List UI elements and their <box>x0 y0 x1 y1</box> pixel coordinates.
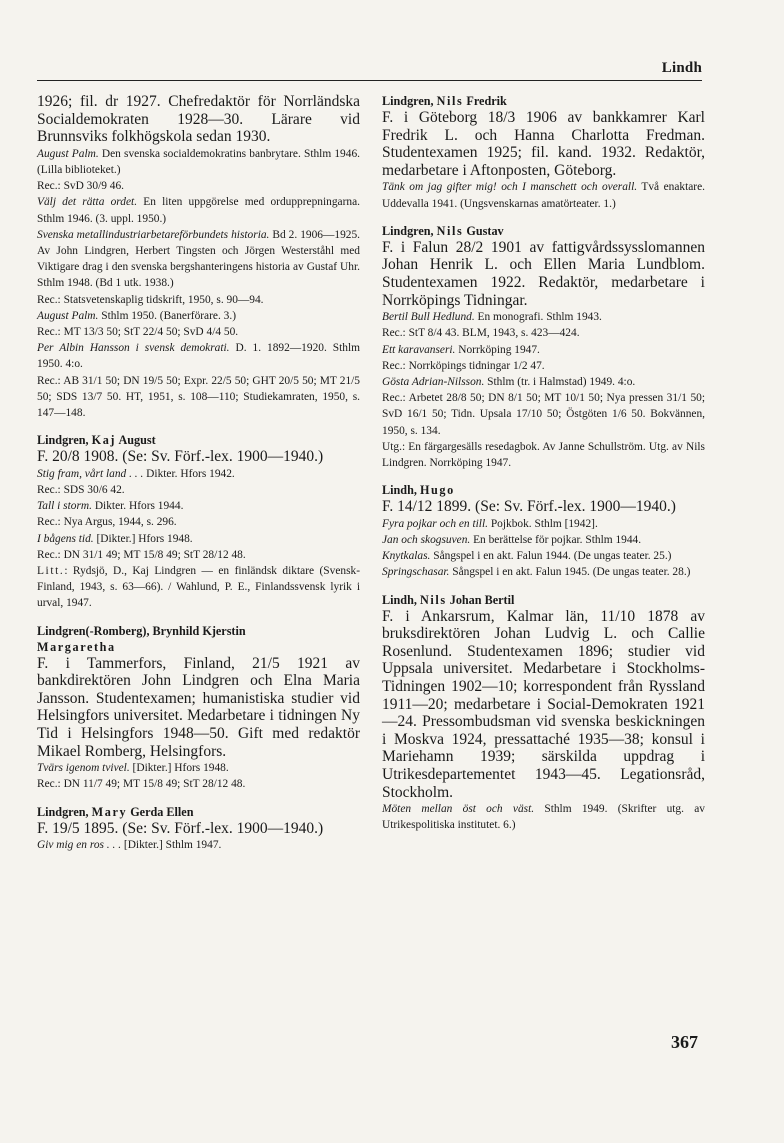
work-entry <box>37 227 360 292</box>
literature-entry: Litt.: Rydsjö, D., Kaj Lindgren — en finländsk diktare (Svensk-Finland, 1943, s. 63—66). / Wahlund, P. E., Finlandssvensk lyrik i urval, 1947. <box>37 565 360 610</box>
work-title: I bågens tid. <box>37 532 94 545</box>
entry-heading: Lindh, Nils Johan Bertil <box>382 592 515 607</box>
work-title: Springschasar. <box>382 566 450 579</box>
entry-bio: F. 20/8 1908. (Se: Sv. Förf.-lex. 1900—1940.) <box>37 448 324 466</box>
work-entry <box>37 146 360 178</box>
work-title: Välj det rätta ordet. <box>37 196 138 209</box>
entry-heading: Lindh, Hugo <box>382 483 455 498</box>
work-title: Svenska metallindustriarbetareförbundets historia. <box>37 228 270 241</box>
work-entry: Gösta Adrian-Nilsson. Sthlm (tr. i Halmstad) 1949. 4:o. <box>382 375 636 388</box>
entry-heading: Lindgren, Nils Fredrik <box>382 94 507 108</box>
entry-bio: F. i Ankarsrum, Kalmar län, 11/10 1878 av bruksdirektören Johan Ludvig L. och Callie Rosenlund. Studentexamen 1896; studier vid Uppsala universitet. Medarbetare i Stockholms-Tidningen 1902—10; korrespondent från Ryssland 1911—20; medarbetare i Social-Demokraten 1921—24. Pressombudsman vid svenska beskickningen i Moskva 1924, pressattaché 1935—38; konsul i Mariehamn 1939; särskilda uppdrag i Utrikesdepartementet 1943—45. Legationsråd, Stockholm. <box>382 607 705 801</box>
review-entry: Rec.: SvD 30/9 46. <box>37 180 125 193</box>
review-entry: Rec.: DN 11/7 49; MT 15/8 49; StT 28/12 48. <box>37 778 246 791</box>
work-entry: Fyra pojkar och en till. Pojkbok. Sthlm [1942]. <box>382 517 598 530</box>
work-details: En liten uppgörelse med ordupprepningarna. Sthlm 1946. (3. uppl. 1950.) <box>37 196 360 225</box>
work-title: Tänk om jag gifter mig! och I manschett och overall. <box>382 181 638 194</box>
entry-heading: Lindgren(-Romberg), Brynhild Kjerstin Margaretha <box>37 623 246 654</box>
entry-bio: F. 19/5 1895. (Se: Sv. Förf.-lex. 1900—1940.) <box>37 819 324 837</box>
work-title: Knytkalas. <box>382 550 431 563</box>
work-entry: Tall i storm. Dikter. Hfors 1944. <box>37 500 184 513</box>
entry-heading: Lindgren, Mary Gerda Ellen <box>37 804 194 819</box>
work-title: Gösta Adrian-Nilsson. <box>382 375 485 388</box>
work-entry <box>37 194 360 226</box>
work-title: Per Albin Hansson i svensk demokrati. <box>37 342 230 355</box>
work-title: Stig fram, vårt land . . . <box>37 467 144 480</box>
work-title: Bertil Bull Hedlund. <box>382 311 475 324</box>
work-entry <box>37 308 360 324</box>
work-entry: Tvärs igenom tvivel. [Dikter.] Hfors 1948. <box>37 762 229 775</box>
review-entry: Rec.: AB 31/1 50; DN 19/5 50; Expr. 22/5 50; GHT 20/5 50; MT 21/5 50; SDS 13/7 50. HT, 1951, s. 108—110; Studiekamraten, 1950, s. 147—148. <box>37 374 360 420</box>
page-number: 367 <box>671 1032 698 1052</box>
work-title: August Palm. <box>37 309 99 322</box>
review-entry: Rec.: Statsvetenskaplig tidskrift, 1950, s. 90—94. <box>37 293 264 306</box>
work-details: Den svenska socialdemokratins banbrytare. Sthlm 1946. (Lilla biblioteket.) <box>37 147 360 176</box>
entry-bio: F. i Göteborg 18/3 1906 av bankkamrer Karl Fredrik L. och Hanna Charlotta Fredman. Studentexamen 1925; fil. kand. 1932. Redaktör, medarbetare i Aftonposten, Göteborg. <box>382 109 705 179</box>
review-entry: Rec.: MT 13/3 50; StT 22/4 50; SvD 4/4 50. <box>37 326 239 339</box>
work-title: Giv mig en ros . . . <box>37 839 122 852</box>
continued-bio: 1926; fil. dr 1927. Chefredaktör för Norrländska Socialdemokraten 1928—30. Lärare vid Brunnsviks folkhögskola sedan 1930. <box>37 93 360 146</box>
work-entry: Jan och skogsuven. En berättelse för pojkar. Sthlm 1944. <box>382 533 642 546</box>
running-head: Lindh <box>661 60 702 76</box>
review-entry: Rec.: Norrköpings tidningar 1/2 47. <box>382 359 545 372</box>
work-title: Ett karavanseri. <box>382 343 456 356</box>
review-entry: Rec.: DN 31/1 49; MT 15/8 49; StT 28/12 48. <box>37 548 246 561</box>
entry-bio: F. i Tammerfors, Finland, 21/5 1921 av bankdirektören John Lindgren och Elna Maria Jansson. Studentexamen; humanistiska studier vid Helsingfors universitet. Medarbetare i tidningen Ny Tid i Helsingfors 1948—50. Gift med redaktör Mikael Romberg, Helsingfors. <box>37 654 360 760</box>
work-entry: Knytkalas. Sångspel i en akt. Falun 1944. (De ungas teater. 25.) <box>382 550 672 563</box>
work-title: August Palm. <box>37 147 99 160</box>
work-entry: Stig fram, vårt land . . . Dikter. Hfors 1942. <box>37 467 235 480</box>
work-entry: I bågens tid. [Dikter.] Hfors 1948. <box>37 532 193 545</box>
entry-bio: F. i Falun 28/2 1901 av fattigvårdssysslomannen Johan Henrik L. och Ellen Maria Lundblom. Studentexamen 1922. Redaktör, medarbetare i Norrköpings Tidningar. <box>382 238 705 309</box>
work-entry: Tänk om jag gifter mig! och I manschett och overall. Två enaktare. Uddevalla 1941. (Ungsvenskarnas amatörteater. 1.) <box>382 181 705 210</box>
entry-bio: F. 14/12 1899. (Se: Sv. Förf.-lex. 1900—1940.) <box>382 498 676 516</box>
editor-entry: Utg.: En färgargesälls resedagbok. Av Janne Schullström. Utg. av Nils Lindgren. Norrköping 1947. <box>382 440 705 469</box>
work-title: Tvärs igenom tvivel. <box>37 762 130 775</box>
work-entry: Möten mellan öst och väst. Sthlm 1949. (Skrifter utg. av Utrikespolitiska institutet. 6.) <box>382 803 705 832</box>
work-entry: Giv mig en ros . . . [Dikter.] Sthlm 1947. <box>37 839 222 852</box>
work-entry: Bertil Bull Hedlund. En monografi. Sthlm 1943. <box>382 311 602 324</box>
header-rule <box>37 80 702 81</box>
review-entry: Rec.: Arbetet 28/8 50; DN 8/1 50; MT 10/1 50; Nya pressen 31/1 50; SvD 16/1 50; Tidn. Upsala 17/10 50; Östgöten 1/6 50. Bokvännen, 1950, s. 134. <box>382 392 705 437</box>
work-entry: Springschasar. Sångspel i en akt. Falun 1945. (De ungas teater. 28.) <box>382 566 691 579</box>
work-entry <box>37 340 360 372</box>
work-title: Fyra pojkar och en till. <box>382 517 488 530</box>
right-column <box>382 93 705 834</box>
entry-heading: Lindgren, Nils Gustav <box>382 223 504 238</box>
work-details: D. 1. 1892—1920. Sthlm 1950. 4:o. <box>37 342 360 371</box>
work-title: Jan och skogsuven. <box>382 533 471 546</box>
review-entry: Rec.: Nya Argus, 1944, s. 296. <box>37 516 177 529</box>
work-entry: Ett karavanseri. Norrköping 1947. <box>382 343 540 356</box>
work-title: Tall i storm. <box>37 500 92 513</box>
left-column <box>37 93 360 853</box>
work-title: Möten mellan öst och väst. <box>382 803 535 816</box>
review-entry: Rec.: SDS 30/6 42. <box>37 484 125 497</box>
work-details: Sthlm 1950. (Banerförare. 3.) <box>98 309 236 322</box>
entry-heading: Lindgren, Kaj August <box>37 433 156 448</box>
review-entry: Rec.: StT 8/4 43. BLM, 1943, s. 423—424. <box>382 327 580 340</box>
work-details: Bd 2. 1906—1925. Av John Lindgren, Herbert Tingsten och Jörgen Westerståhl med Viktigare drag i den svenska bergshanteringens historia av Gustaf Uhr. Sthlm 1948. (Bd 1 utk. 1938.) <box>37 228 360 290</box>
